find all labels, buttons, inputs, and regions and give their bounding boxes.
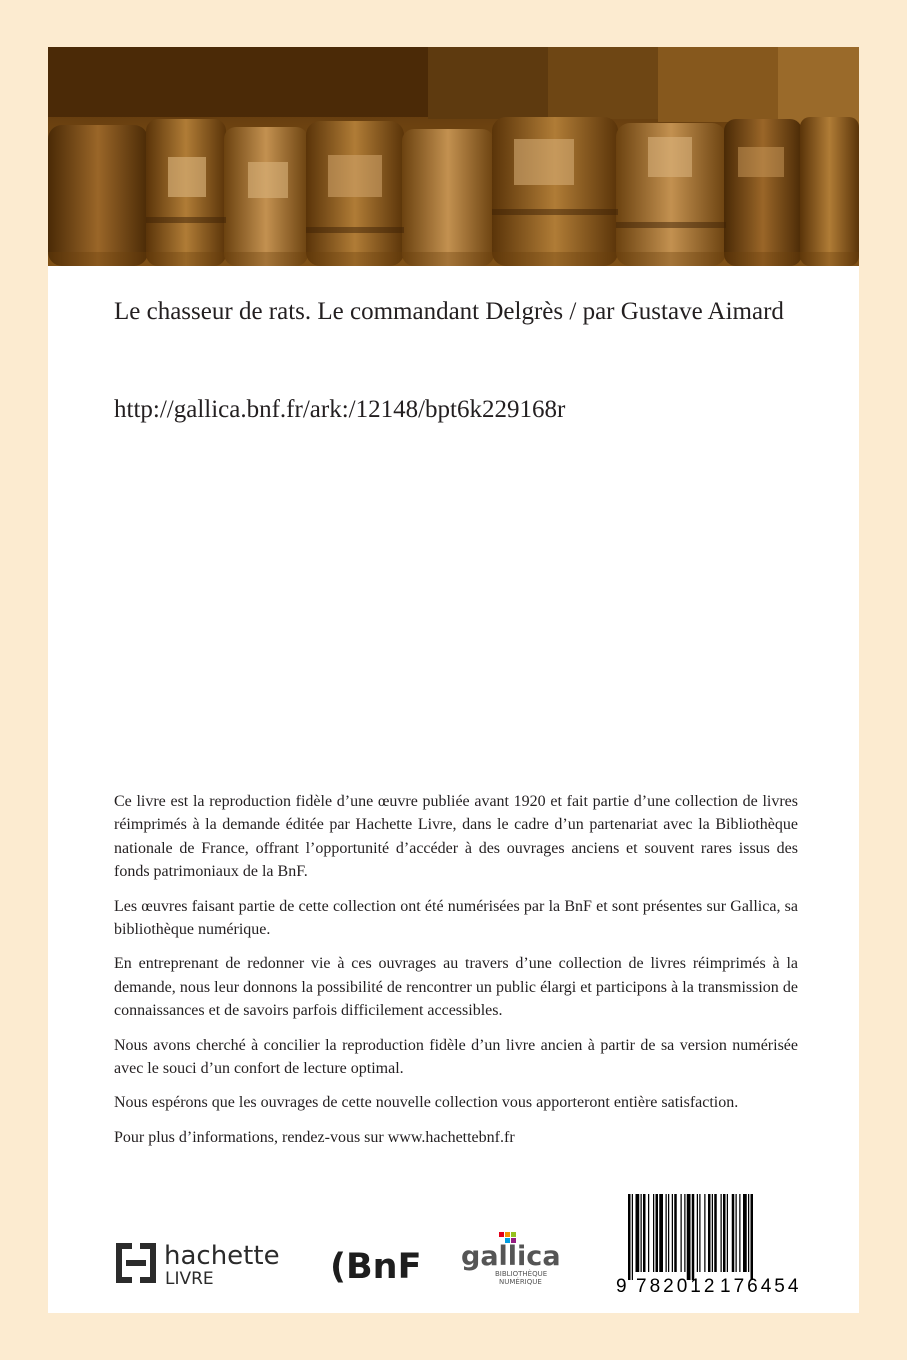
barcode-bar (727, 1194, 728, 1272)
barcode-digits-left: 782012 (636, 1276, 718, 1297)
barcode-bar (736, 1194, 737, 1272)
gallica-url: http://gallica.bnf.fr/ark:/12148/bpt6k229168r (114, 396, 566, 423)
publisher-logos (114, 1231, 584, 1291)
barcode-bar (681, 1194, 682, 1272)
barcode-bar (751, 1194, 754, 1280)
barcode-bar (723, 1194, 726, 1272)
hachette-logo-icon (114, 1239, 294, 1289)
barcode-icon (614, 1192, 810, 1297)
barcode-bar (748, 1194, 749, 1272)
livre-wordmark: LIVRE (165, 1269, 214, 1289)
book-spines-photo (48, 47, 859, 266)
barcode-bar (648, 1194, 649, 1272)
back-cover (48, 47, 859, 1313)
hachette-wordmark: hachette (164, 1241, 280, 1271)
gallica-subtitle-2: NUMÉRIQUE (499, 1278, 542, 1286)
description-text (114, 790, 798, 1160)
barcode-bar (636, 1194, 640, 1272)
gallica-logo-icon (461, 1231, 571, 1291)
barcode-bar (697, 1194, 698, 1272)
barcode-bar (641, 1194, 642, 1272)
barcode-bar (668, 1194, 669, 1272)
book-title: Le chasseur de rats. Le commandant Delgrès / par Gustave Aimard (114, 298, 784, 325)
description-paragraph: Nous espérons que les ouvrages de cette nouvelle collection vous apporteront entière satisfaction. (114, 1094, 739, 1112)
barcode-bar (732, 1194, 735, 1272)
barcode-digits-right: 176454 (720, 1276, 802, 1297)
barcode-bar (699, 1194, 700, 1272)
description-paragraph: Les œuvres faisant partie de cette collection ont été numérisées par la BnF et sont présentes sur Gallica, sa bibliothèque numérique. (114, 897, 798, 939)
barcode-bar (672, 1194, 673, 1272)
barcode-bar (666, 1194, 667, 1272)
barcode-bar (632, 1194, 633, 1280)
barcode-bar (714, 1194, 717, 1272)
barcode-bar (708, 1194, 711, 1272)
barcode-bar (628, 1194, 631, 1280)
barcode-bar (704, 1194, 705, 1272)
barcode-digit-prefix: 9 (616, 1276, 627, 1297)
bnf-logo-icon: (BnF (330, 1247, 422, 1287)
barcode-bar (743, 1194, 747, 1272)
gallica-wordmark: gallica (461, 1241, 561, 1272)
barcode-bar (659, 1194, 663, 1272)
description-paragraph: Pour plus d’informations, rendez-vous sur www.hachettebnf.fr (114, 1128, 515, 1146)
barcode-bar (739, 1194, 740, 1272)
gallica-subtitle-1: BIBLIOTHÈQUE (495, 1270, 548, 1278)
barcode-bar (692, 1194, 695, 1280)
description-paragraph: En entreprenant de redonner vie à ces ouvrages au travers d’une collection de livres réimprimés à la demande, nous leur donnons la possibilité de rencontrer un public élargi et participons à la transmission de connaissances et de savoirs parfois difficilement accessibles. (114, 955, 798, 1020)
barcode-bar (687, 1194, 691, 1280)
description-paragraph: Ce livre est la reproduction fidèle d’une œuvre publiée avant 1920 et fait partie d’une collection de livres réimprimés à la demande éditée par Hachette Livre, dans le cadre d’un partenariat avec la Bibliothèque nationale de France, offrant l’opportunité d’accéder à des ouvrages anciens et souvent rares issus des fonds patrimoniaux de la BnF. (114, 793, 798, 881)
description-paragraph: Nous avons cherché à concilier la reproduction fidèle d’un livre ancien à partir de sa version numérisée avec le souci d’un confort de lecture optimal. (114, 1036, 798, 1078)
barcode-bar (656, 1194, 659, 1272)
barcode-bar (721, 1194, 722, 1272)
barcode-bar (712, 1194, 713, 1272)
barcode-bar (653, 1194, 654, 1272)
barcode-bar (684, 1194, 685, 1272)
barcode-bar (643, 1194, 646, 1272)
barcode-bar (674, 1194, 677, 1272)
